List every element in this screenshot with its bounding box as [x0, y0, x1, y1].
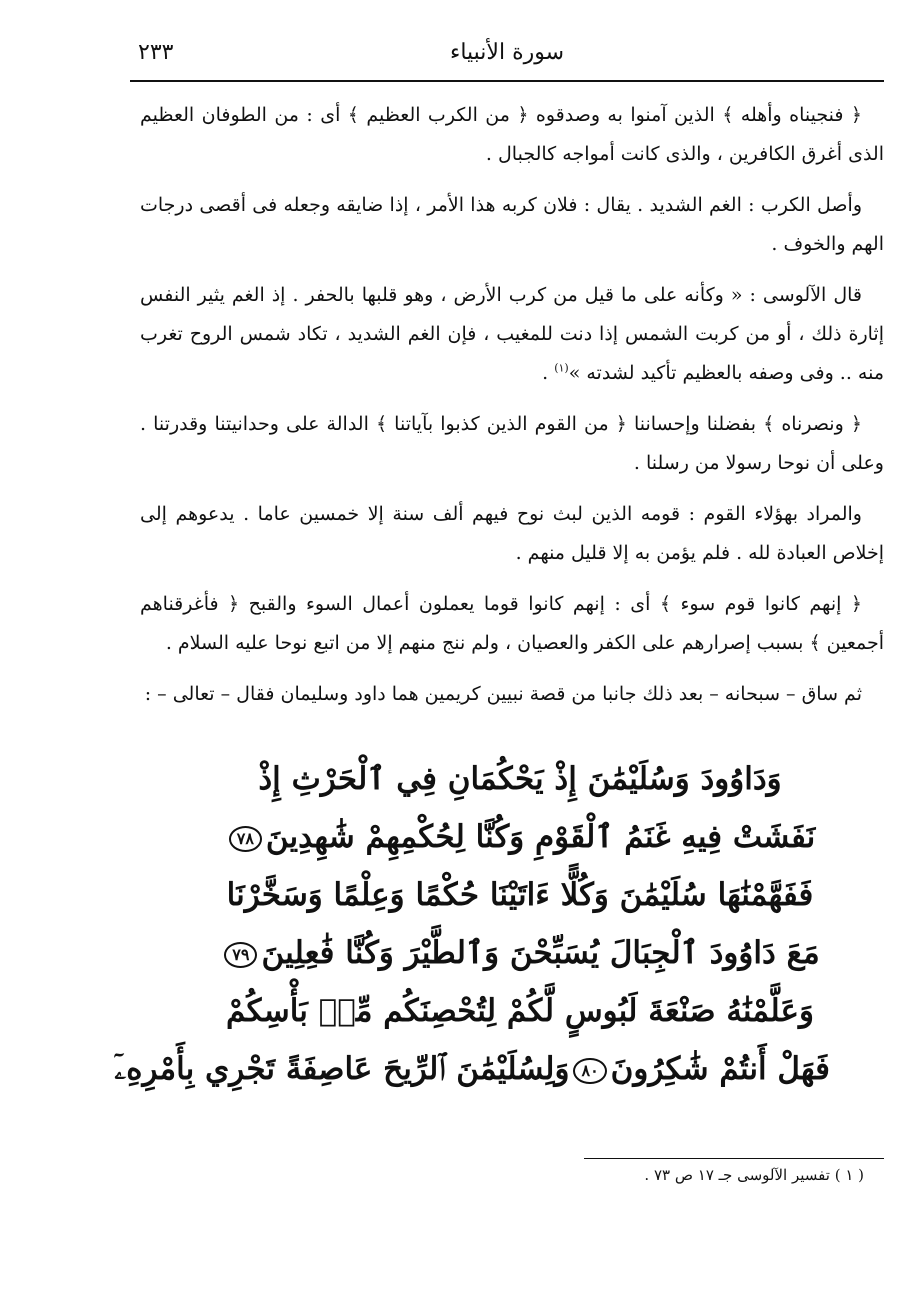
paragraph	[140, 675, 884, 714]
verse-text: نَفَشَتْ فِيهِ غَنَمُ ٱلْقَوْمِ وَكُنَّا لِحُكْمِهِمْ شَٰهِدِينَ	[265, 819, 816, 855]
quran-verses	[114, 750, 830, 1098]
verse-line	[210, 750, 830, 808]
paragraph-text: قال الآلوسى : « وكأنه على ما قيل من كرب الأرض ، وهو قلبها بالحفر . إذ الغم يثير النفس إثارة ذلك ، أو من كربت الشمس إذا دنت للمغيب ، فإن الغم الشديد ، تكاد شمس الروح تغرب منه .. وفى وصفه بالعظيم تأكيد لشدته »	[140, 284, 884, 384]
page-number: ٢٣٣	[138, 40, 174, 65]
ayah-number-mark: ٨٠	[573, 1058, 606, 1084]
surah-title: سورة الأنبياء	[449, 40, 565, 65]
paragraph-text: ﴿ فنجيناه وأهله ﴾ الذين آمنوا به وصدقوه ﴿ من الكرب العظيم ﴾ أى : من الطوفان العظيم الذى أغرق الكافرين ، والذى كانت أمواجه كالجبال .	[140, 104, 884, 165]
verse-line	[210, 866, 830, 924]
footnote: ( ١ ) تفسير الآلوسى جـ ١٧ ص ٧٣ .	[644, 1166, 864, 1184]
commentary-text	[140, 96, 884, 726]
footnote-ref[interactable]: (١)	[554, 361, 569, 375]
paragraph	[140, 495, 884, 573]
footnote-divider	[584, 1158, 884, 1159]
paragraph-text: ﴿ ونصرناه ﴾ بفضلنا وإحساننا ﴿ من القوم الذين كذبوا بآياتنا ﴾ الدالة على وحدانيتنا وقدرتنا . وعلى أن نوحا رسولا من رسلنا .	[140, 413, 884, 474]
paragraph-text: ثم ساق – سبحانه – بعد ذلك جانبا من قصة نبيين كريمين هما داود وسليمان فقال – تعالى – :	[144, 683, 862, 705]
running-header	[130, 38, 884, 82]
verse-text: فَهَلْ أَنتُمْ شَٰكِرُونَ	[610, 1051, 830, 1087]
paragraph-text: والمراد بهؤلاء القوم : قومه الذين لبث نوح فيهم ألف سنة إلا خمسين عاما . يدعوهم إلى إخلاص العبادة لله . فلم يؤمن به إلا قليل منهم .	[140, 503, 884, 564]
paragraph	[140, 585, 884, 663]
paragraph-tail: .	[542, 362, 555, 384]
paragraph	[140, 186, 884, 264]
verse-text: فَفَهَّمْنَٰهَا سُلَيْمَٰنَ وَكُلًّا ءَاتَيْنَا حُكْمًا وَعِلْمًا وَسَخَّرْنَا	[226, 877, 814, 913]
paragraph-text: ﴿ إنهم كانوا قوم سوء ﴾ أى : إنهم كانوا قوما يعملون أعمال السوء والقبح ﴿ فأغرقناهم أجمعين ﴾ بسبب إصرارهم على الكفر والعصيان ، ولم ننج منهم إلا من اتبع نوحا عليه السلام .	[140, 593, 884, 654]
verse-line	[210, 808, 830, 866]
paragraph	[140, 96, 884, 174]
verse-line	[210, 924, 830, 982]
verse-line	[210, 982, 830, 1040]
paragraph-text: وأصل الكرب : الغم الشديد . يقال : فلان كربه هذا الأمر ، إذا ضايقه وجعله فى أقصى درجات الهم والخوف .	[140, 194, 884, 255]
paragraph	[140, 405, 884, 483]
ayah-number-mark: ٧٩	[224, 942, 257, 968]
paragraph	[140, 276, 884, 393]
verse-text: وَدَاوُودَ وَسُلَيْمَٰنَ إِذْ يَحْكُمَانِ فِي ٱلْحَرْثِ إِذْ	[258, 761, 782, 797]
verse-text: وَعَلَّمْنَٰهُ صَنْعَةَ لَبُوسٍ لَّكُمْ لِتُحْصِنَكُم مِّنۢ بَأْسِكُمْ	[226, 993, 814, 1029]
verse-line	[114, 1040, 830, 1098]
ayah-number-mark: ٧٨	[229, 826, 262, 852]
verse-text: وَلِسُلَيْمَٰنَ ٱلرِّيحَ عَاصِفَةً تَجْرِي بِأَمْرِهِۦٓ	[114, 1051, 570, 1087]
verse-text: مَعَ دَاوُودَ ٱلْجِبَالَ يُسَبِّحْنَ وَٱلطَّيْرَ وَكُنَّا فَٰعِلِينَ	[261, 935, 820, 971]
